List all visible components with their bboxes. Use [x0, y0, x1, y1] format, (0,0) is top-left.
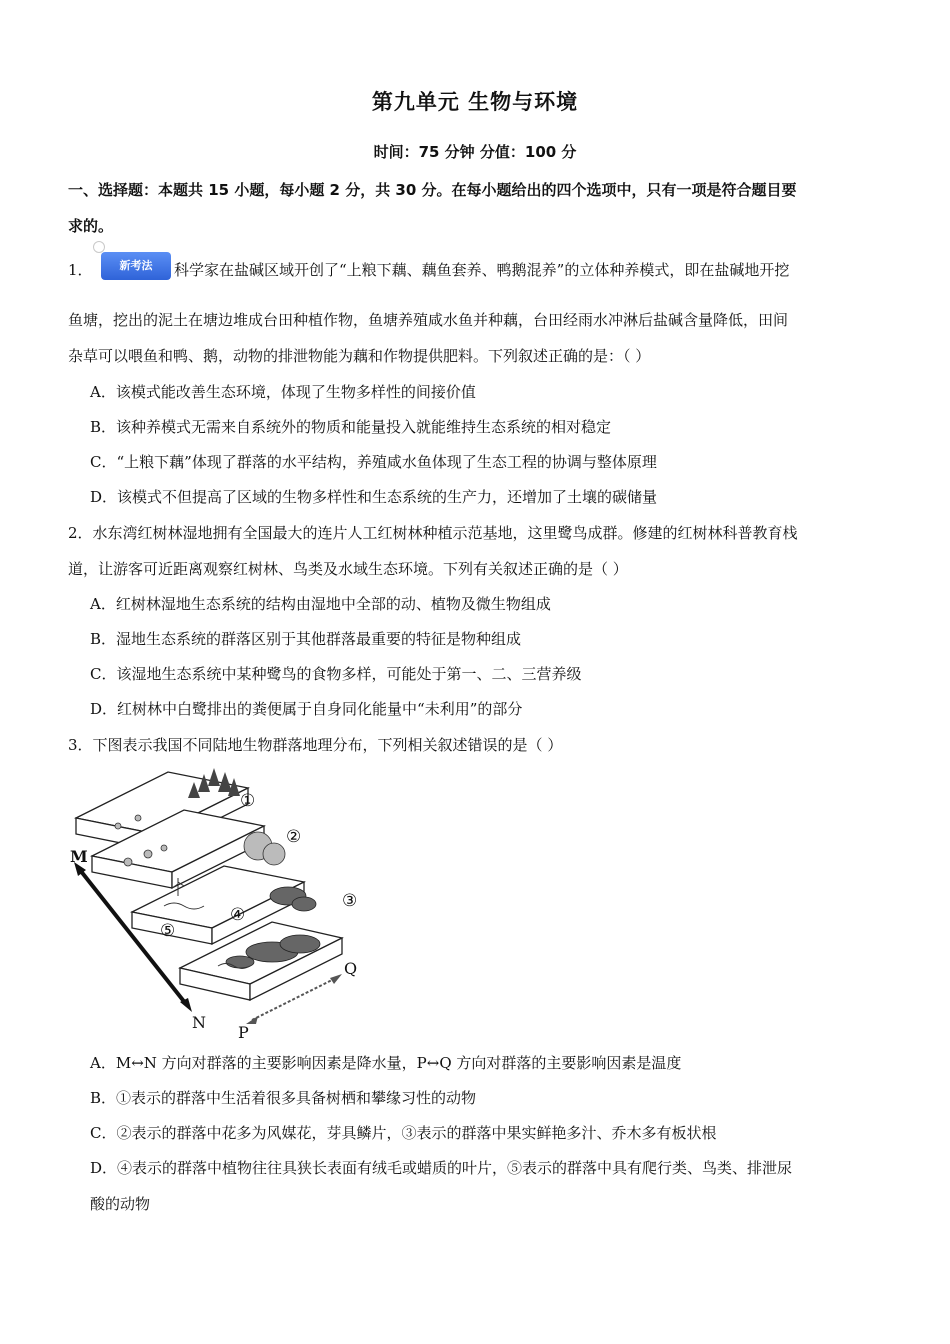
label-c3: ③ — [342, 891, 358, 911]
q1-line1: 科学家在盐碱区域开创了“上粮下藕、藕鱼套养、鸭鹅混养”的立体种养模式，即在盐碱地开挖 — [174, 261, 790, 279]
section-heading-line2: 求的。 — [68, 217, 114, 235]
q1-line3: 杂草可以喂鱼和鸭、鹅，动物的排泄物能为藕和作物提供肥料。下列叙述正确的是：（ ） — [68, 347, 651, 365]
label-c4: ④ — [230, 905, 246, 925]
q1-option-d: D．该模式不但提高了区域的生物多样性和生态系统的生产力，还增加了土壤的碳储量 — [90, 488, 658, 506]
q2-option-b: B．湿地生态系统的群落区别于其他群落最重要的特征是物种组成 — [90, 630, 522, 648]
section-heading-line1: 一、选择题：本题共 15 小题，每小题 2 分，共 30 分。在每小题给出的四个选项中，只有一项是符合题目要 — [68, 181, 797, 199]
q3-option-b: B．①表示的群落中生活着很多具备树栖和攀缘习性的动物 — [90, 1089, 477, 1107]
q2-line2: 道，让游客可近距离观察红树林、鸟类及水域生态环境。下列有关叙述正确的是（ ） — [68, 560, 628, 578]
q3-option-c: C．②表示的群落中花多为风媒花，芽具鳞片，③表示的群落中果实鲜艳多汁、乔木多有板状根 — [90, 1124, 717, 1142]
biome-distribution-figure — [68, 766, 368, 1040]
q3-option-d-cont: 酸的动物 — [90, 1195, 151, 1213]
label-m: M — [70, 847, 88, 866]
biome-diagram — [68, 766, 368, 1040]
label-c2: ② — [286, 827, 302, 847]
page-title: 第九单元 生物与环境 — [371, 90, 579, 114]
q1-line2: 鱼塘，挖出的泥土在塘边堆成台田种植作物，鱼塘养殖咸水鱼并种藕，台田经雨水冲淋后盐碱含量降低，田间 — [68, 311, 789, 329]
q1-number: 1． — [68, 261, 93, 279]
section-heading — [68, 172, 888, 244]
label-p: P — [238, 1023, 249, 1040]
label-c1: ① — [240, 791, 256, 811]
q1-option-c: C．“上粮下藕”体现了群落的水平结构，养殖咸水鱼体现了生态工程的协调与整体原理 — [90, 453, 657, 471]
exam-meta: 时间：75 分钟 分值：100 分 — [373, 143, 577, 161]
q3-line1: 3．下图表示我国不同陆地生物群落地理分布，下列相关叙述错误的是（ ） — [68, 736, 563, 754]
label-n: N — [192, 1013, 206, 1032]
q1-option-b: B．该种养模式无需来自系统外的物质和能量投入就能维持生态系统的相对稳定 — [90, 418, 612, 436]
q2-line1: 2．水东湾红树林湿地拥有全国最大的连片人工红树林种植示范基地，这里鹭鸟成群。修建的红树林科普教育栈 — [68, 524, 798, 542]
q3-option-a: A．M↔N 方向对群落的主要影响因素是降水量，P↔Q 方向对群落的主要影响因素是温度 — [90, 1054, 682, 1072]
q1-option-a: A．该模式能改善生态环境，体现了生物多样性的间接价值 — [90, 383, 476, 401]
q2-option-a: A．红树林湿地生态系统的结构由湿地中全部的动、植物及微生物组成 — [90, 595, 551, 613]
label-q: Q — [344, 959, 358, 978]
q2-option-d: D．红树林中白鹭排出的粪便属于自身同化能量中“未利用”的部分 — [90, 700, 523, 718]
label-c5: ⑤ — [160, 921, 176, 941]
new-method-badge: 新考法 — [101, 252, 171, 280]
q3-option-d: D．④表示的群落中植物往往具狭长表面有绒毛或蜡质的叶片，⑤表示的群落中具有爬行类、鸟类、排泄尿 — [90, 1159, 793, 1177]
q2-option-c: C．该湿地生态系统中某种鹭鸟的食物多样，可能处于第一、二、三营养级 — [90, 665, 582, 683]
